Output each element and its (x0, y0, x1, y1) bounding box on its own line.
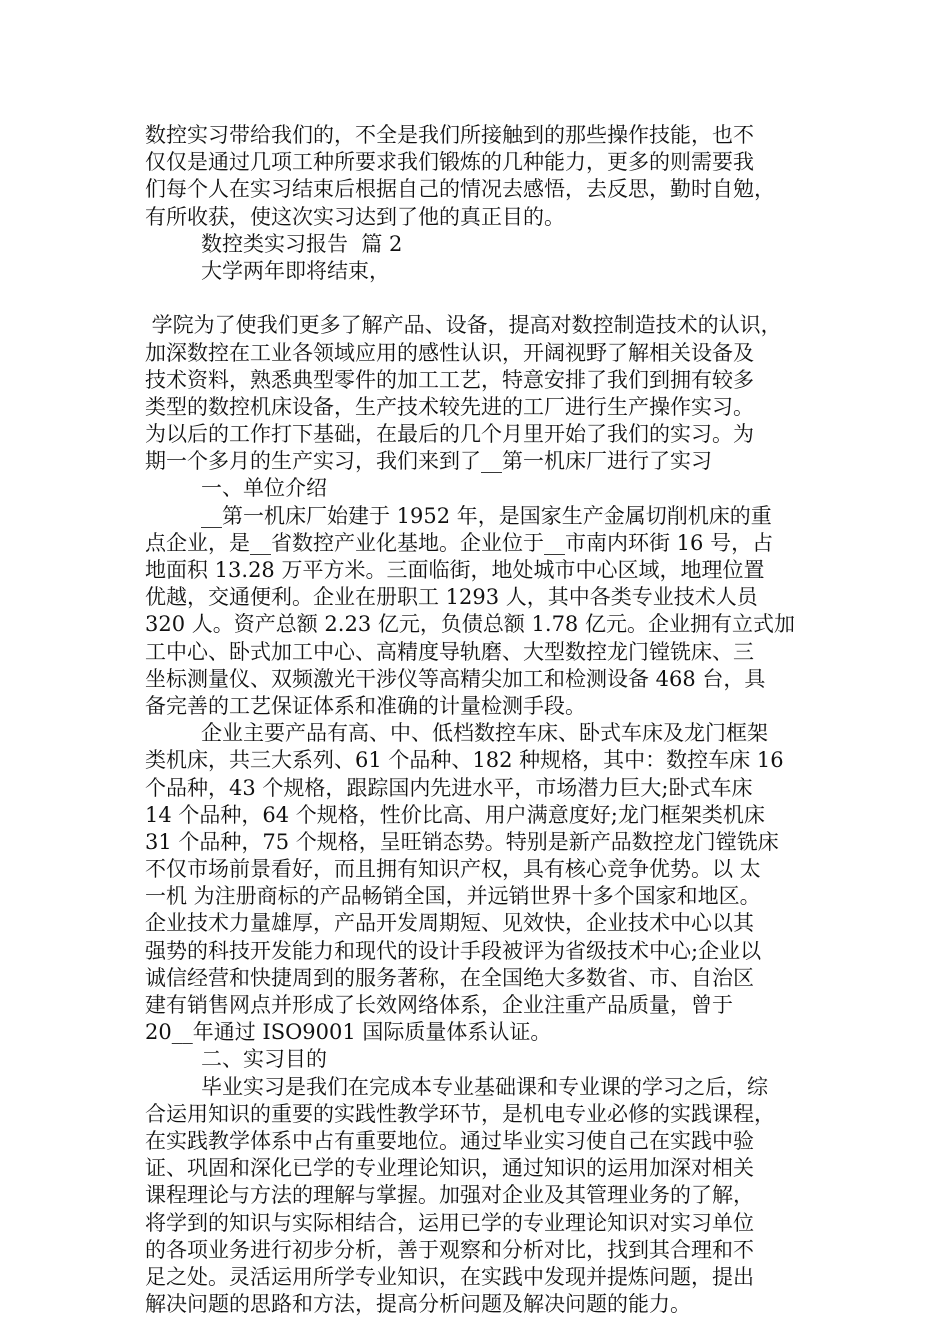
text-line: 技术资料，熟悉典型零件的加工工艺，特意安排了我们到拥有较多 (145, 367, 754, 392)
text-line: 工中心、卧式加工中心、高精度导轨磨、大型数控龙门镗铣床、三 (145, 639, 754, 664)
text-line: 合运用知识的重要的实践性教学环节，是机电专业必修的实践课程， (145, 1101, 775, 1126)
text-line: 学院为了使我们更多了解产品、设备，提高对数控制造技术的认识， (145, 313, 782, 338)
text-line: 在实践教学体系中占有重要地位。通过毕业实习使自己在实践中验 (145, 1128, 754, 1153)
text-line: 企业技术力量雄厚，产品开发周期短、见效快，企业技术中心以其 (145, 911, 754, 936)
text-line: 解决问题的思路和方法，提高分析问题及解决问题的能力。 (145, 1292, 691, 1317)
text-line: 课程理论与方法的理解与掌握。加强对企业及其管理业务的了解， (145, 1183, 754, 1208)
text-line: 有所收获，使这次实习达到了他的真正目的。 (145, 204, 565, 229)
text-line: 20__年通过 ISO9001 国际质量体系认证。 (145, 1020, 552, 1045)
text-line: 证、巩固和深化已学的专业理论知识，通过知识的运用加深对相关 (145, 1156, 754, 1181)
intro-line: 大学两年即将结束， (201, 258, 390, 283)
text-line: 地面积 13.28 万平方米。三面临街，地处城市中心区域，地理位置 (145, 558, 765, 582)
paragraph-conclusion (145, 122, 815, 231)
document-body (145, 122, 815, 1318)
text-line: 14 个品种，64 个规格，性价比高、用户满意度好;龙门框架类机床 (145, 802, 765, 827)
text-line: 为以后的工作打下基础，在最后的几个月里开始了我们的实习。为 (145, 422, 754, 447)
text-line: 仅仅是通过几项工种所要求我们锻炼的几种能力，更多的则需要我 (145, 150, 754, 175)
text-line: 点企业，是__省数控产业化基地。企业位于__市南内环街 16 号，占 (145, 530, 774, 555)
paragraph-purpose (145, 1074, 815, 1319)
section-heading-purpose: 二、实习目的 (201, 1047, 327, 1072)
text-line: 加深数控在工业各领域应用的感性认识，开阔视野了解相关设备及 (145, 340, 754, 365)
blank-line (145, 285, 815, 312)
text-line: 建有销售网点并形成了长效网络体系，企业注重产品质量，曾于 (145, 993, 733, 1017)
text-line: 的各项业务进行初步分析，善于观察和分析对比，找到其合理和不 (145, 1237, 754, 1262)
text-line: 企业主要产品有高、中、低档数控车床、卧式车床及龙门框架 (201, 721, 768, 746)
section-heading-unit: 一、单位介绍 (201, 476, 327, 501)
text-line: 毕业实习是我们在完成本专业基础课和专业课的学习之后，综 (201, 1074, 768, 1099)
text-line: 备完善的工艺保证体系和准确的计量检测手段。 (145, 693, 586, 718)
text-line: 类机床，共三大系列、61 个品种、182 种规格，其中：数控车床 16 (145, 748, 784, 773)
paragraph-background (145, 312, 815, 475)
text-line: __第一机床厂始建于 1952 年，是国家生产金属切削机床的重 (201, 503, 772, 528)
text-line: 足之处。灵活运用所学专业知识，在实践中发现并提炼问题，提出 (145, 1264, 754, 1289)
text-line: 数控实习带给我们的，不全是我们所接触到的那些操作技能，也不 (145, 123, 754, 147)
text-line: 们每个人在实习结束后根据自己的情况去感悟，去反思，勤时自勉， (145, 177, 775, 202)
paragraph-unit-intro (145, 503, 815, 721)
text-line: 诚信经营和快捷周到的服务著称，在全国绝大多数省、市、自治区 (145, 965, 754, 990)
text-line: 优越，交通便利。企业在册职工 1293 人，其中各类专业技术人员 (145, 585, 758, 610)
paragraph-products (145, 720, 815, 1046)
text-line: 320 人。资产总额 2.23 亿元，负债总额 1.78 亿元。企业拥有立式加 (145, 612, 795, 637)
text-line: 坐标测量仪、双频激光干涉仪等高精尖加工和检测设备 468 台，具 (145, 666, 766, 691)
text-line: 类型的数控机床设备，生产技术较先进的工厂进行生产操作实习。 (145, 394, 754, 419)
text-line: 期一个多月的生产实习，我们来到了__第一机床厂进行了实习 (145, 449, 712, 474)
report-title: 数控类实习报告 篇 2 (201, 231, 403, 256)
text-line: 个品种，43 个规格，跟踪国内先进水平，市场潜力巨大;卧式车床 (145, 775, 753, 800)
text-line: 将学到的知识与实际相结合，运用已学的专业理论知识对实习单位 (145, 1210, 754, 1235)
text-line: 强势的科技开发能力和现代的设计手段被评为省级技术中心;企业以 (145, 938, 762, 963)
text-line: 不仅市场前景看好，而且拥有知识产权，具有核心竞争优势。以 太 (145, 857, 761, 882)
text-line: 31 个品种，75 个规格，呈旺销态势。特别是新产品数控龙门镗铣床 (145, 829, 779, 854)
text-line: 一机 为注册商标的产品畅销全国，并远销世界十多个国家和地区。 (145, 884, 761, 909)
